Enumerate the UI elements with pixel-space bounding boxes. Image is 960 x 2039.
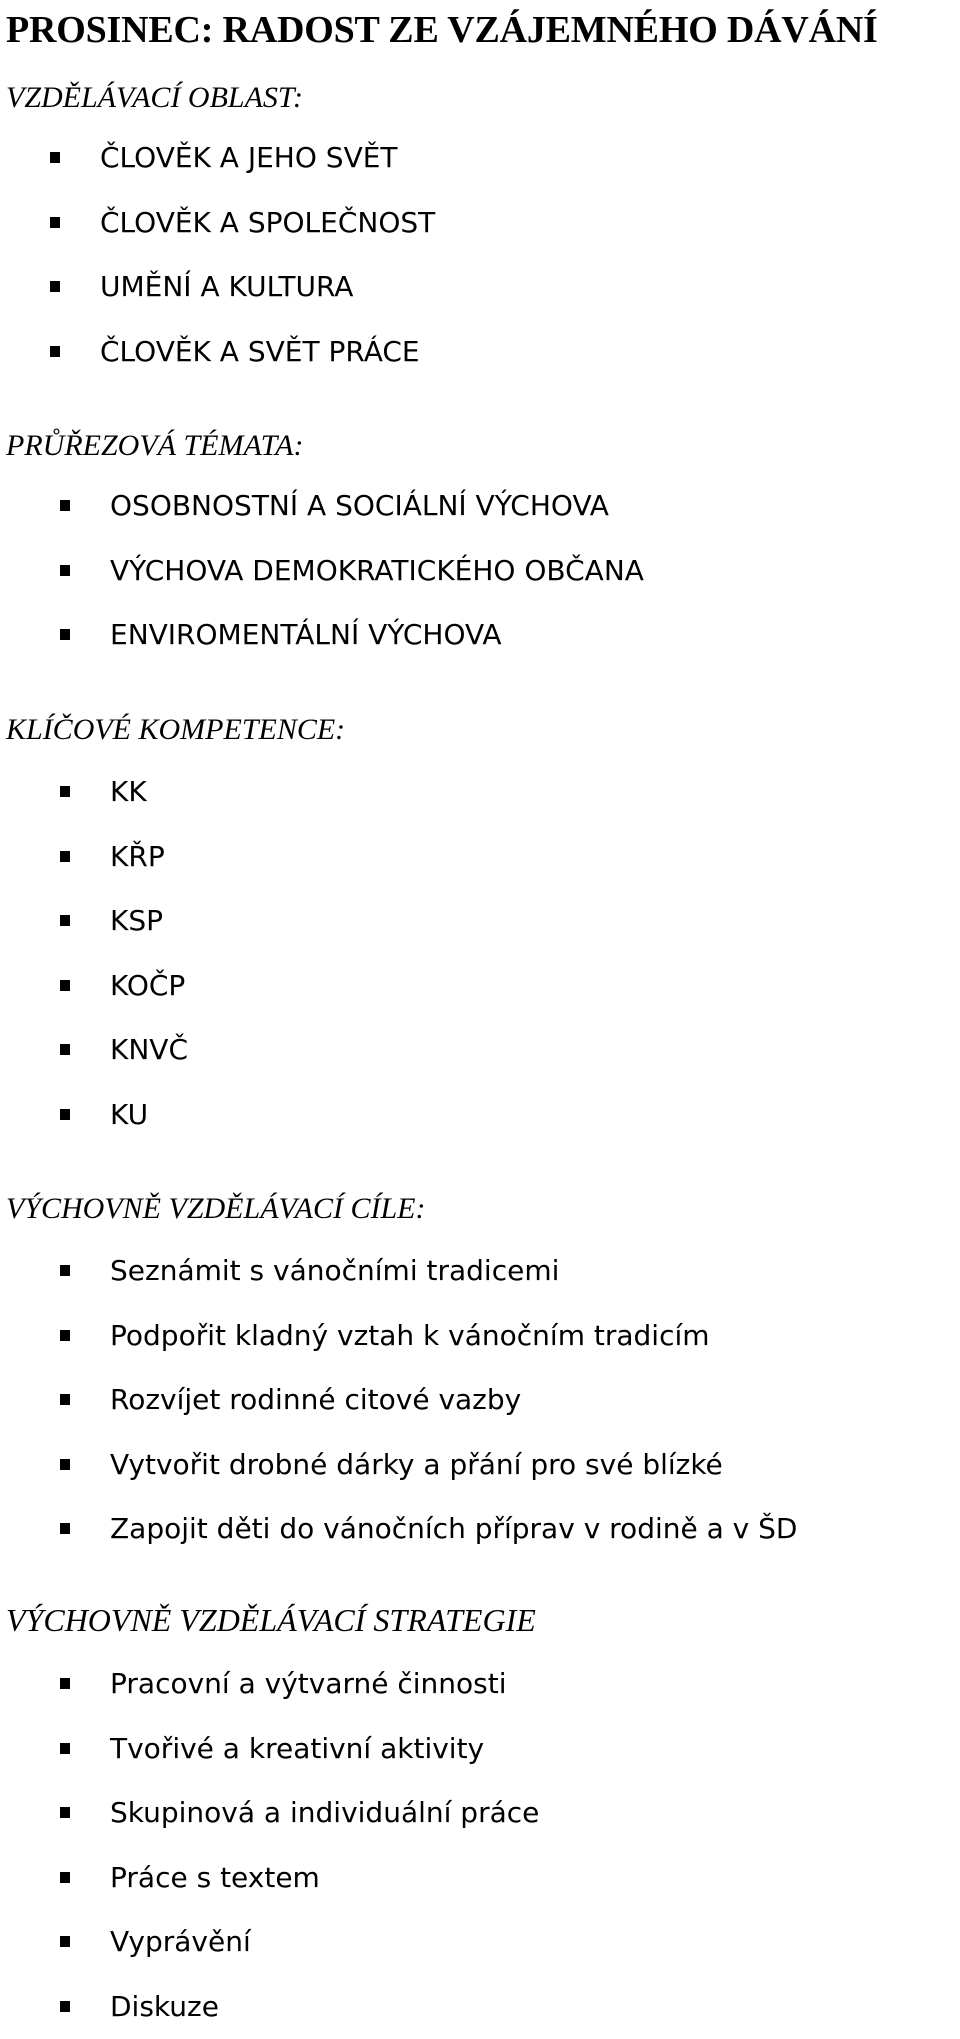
square-bullet-icon bbox=[60, 1109, 70, 1120]
list-item-text: Práce s textem bbox=[110, 1860, 320, 1894]
square-bullet-icon bbox=[60, 1936, 70, 1947]
square-bullet-icon bbox=[60, 1459, 70, 1470]
square-bullet-icon bbox=[60, 500, 70, 511]
section-heading-educational-goals: VÝCHOVNĚ VZDĚLÁVACÍ CÍLE: bbox=[6, 1192, 426, 1225]
square-bullet-icon bbox=[60, 915, 70, 926]
square-bullet-icon bbox=[50, 346, 60, 357]
list-item-text: ENVIROMENTÁLNÍ VÝCHOVA bbox=[110, 618, 502, 652]
list-item-text: KOČP bbox=[110, 968, 186, 1002]
list-item-text: Seznámit s vánočními tradicemi bbox=[110, 1254, 560, 1288]
square-bullet-icon bbox=[60, 1394, 70, 1405]
square-bullet-icon bbox=[60, 786, 70, 797]
list-item-text: UMĚNÍ A KULTURA bbox=[100, 270, 354, 304]
list-item-text: Rozvíjet rodinné citové vazby bbox=[110, 1383, 522, 1417]
list-item-text: Diskuze bbox=[110, 1989, 219, 2023]
list-item-text: KSP bbox=[110, 904, 164, 938]
square-bullet-icon bbox=[60, 1523, 70, 1534]
list-item-text: Vyprávění bbox=[110, 1925, 251, 1959]
square-bullet-icon bbox=[60, 1044, 70, 1055]
square-bullet-icon bbox=[60, 565, 70, 576]
list-item-text: OSOBNOSTNÍ A SOCIÁLNÍ VÝCHOVA bbox=[110, 489, 609, 523]
square-bullet-icon bbox=[60, 1678, 70, 1689]
square-bullet-icon bbox=[60, 851, 70, 862]
list-item-text: VÝCHOVA DEMOKRATICKÉHO OBČANA bbox=[110, 553, 644, 587]
list-item-text: ČLOVĚK A JEHO SVĚT bbox=[100, 141, 398, 175]
square-bullet-icon bbox=[60, 1330, 70, 1341]
square-bullet-icon bbox=[60, 1265, 70, 1276]
square-bullet-icon bbox=[50, 281, 60, 292]
section-heading-educational-strategy: VÝCHOVNĚ VZDĚLÁVACÍ STRATEGIE bbox=[6, 1602, 536, 1638]
square-bullet-icon bbox=[60, 2001, 70, 2012]
list-item-text: ČLOVĚK A SVĚT PRÁCE bbox=[100, 334, 420, 368]
list-item-text: ČLOVĚK A SPOLEČNOST bbox=[100, 205, 436, 239]
list-item-text: KK bbox=[110, 775, 147, 809]
square-bullet-icon bbox=[60, 1872, 70, 1883]
square-bullet-icon bbox=[60, 980, 70, 991]
list-item-text: KNVČ bbox=[110, 1033, 189, 1067]
list-item-text: Zapojit děti do vánočních příprav v rodině a v ŠD bbox=[110, 1512, 798, 1546]
square-bullet-icon bbox=[50, 217, 60, 228]
section-heading-educational-area: VZDĚLÁVACÍ OBLAST: bbox=[6, 81, 303, 114]
section-heading-cross-topics: PRŮŘEZOVÁ TÉMATA: bbox=[6, 429, 304, 462]
list-item-text: KŘP bbox=[110, 839, 165, 873]
list-item-text: KU bbox=[110, 1097, 149, 1131]
page-title: PROSINEC: RADOST ZE VZÁJEMNÉHO DÁVÁNÍ bbox=[6, 9, 878, 51]
square-bullet-icon bbox=[50, 152, 60, 163]
list-item-text: Podpořit kladný vztah k vánočním tradicím bbox=[110, 1318, 710, 1352]
list-item-text: Vytvořit drobné dárky a přání pro své blízké bbox=[110, 1447, 723, 1481]
section-heading-key-competences: KLÍČOVÉ KOMPETENCE: bbox=[6, 713, 346, 746]
list-item-text: Pracovní a výtvarné činnosti bbox=[110, 1667, 507, 1701]
square-bullet-icon bbox=[60, 1807, 70, 1818]
square-bullet-icon bbox=[60, 629, 70, 640]
list-item-text: Tvořivé a kreativní aktivity bbox=[110, 1731, 485, 1765]
list-item-text: Skupinová a individuální práce bbox=[110, 1796, 540, 1830]
square-bullet-icon bbox=[60, 1743, 70, 1754]
